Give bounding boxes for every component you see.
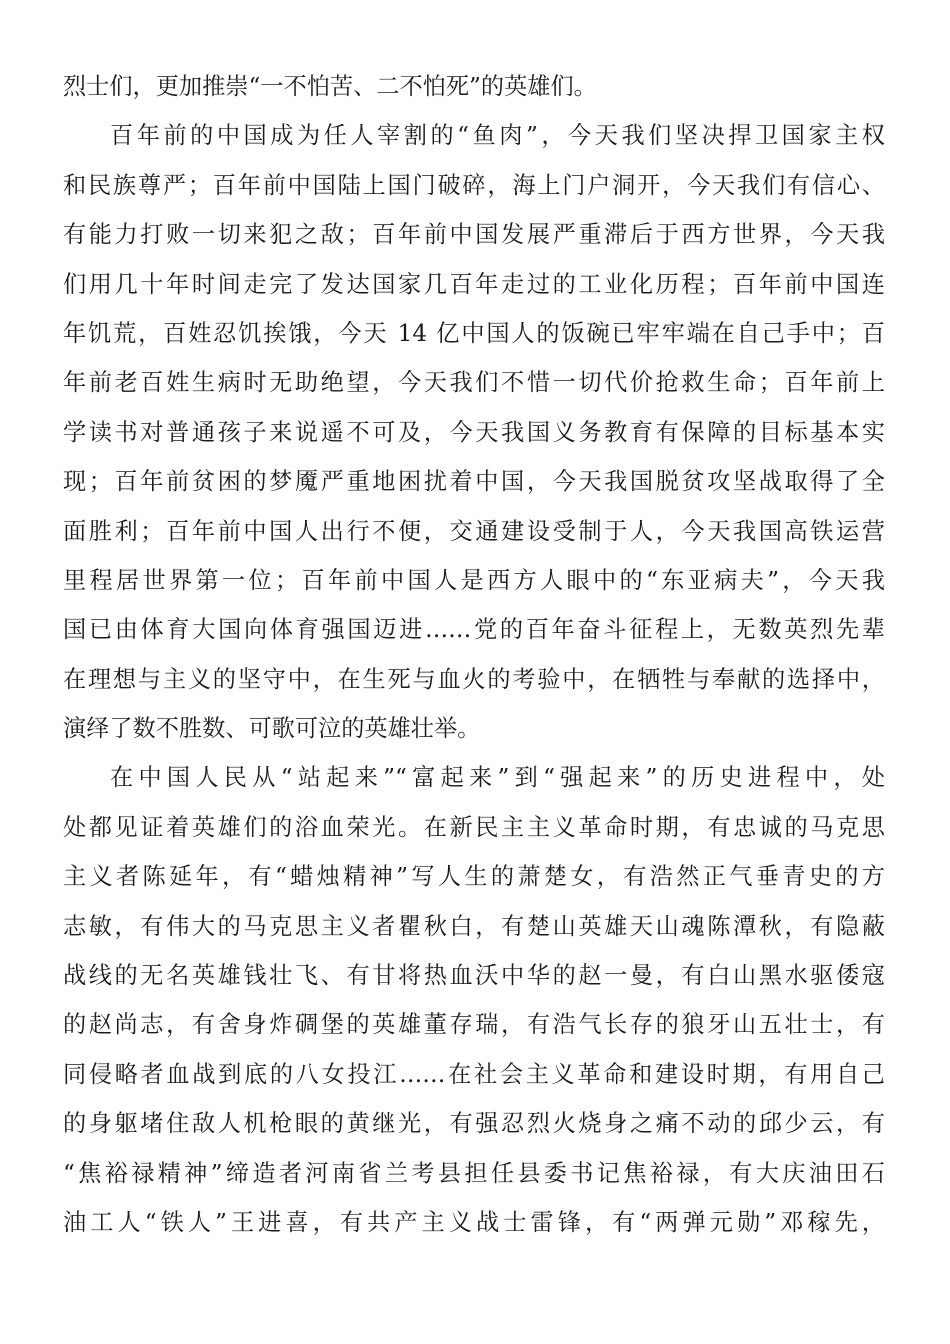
text-line: 在理想与主义的坚守中，在生死与血火的考验中，在牺牲与奉献的选择中， <box>63 665 885 693</box>
text-line: 主义者陈延年，有“蜡烛精神”写人生的萧楚女，有浩然正气垂青史的方 <box>63 863 885 891</box>
text-line: 同侵略者血战到底的八女投江……在社会主义革命和建设时期，有用自己 <box>63 1060 885 1088</box>
text-line: 志敏，有伟大的马克思主义者瞿秋白，有楚山英雄天山魂陈潭秋，有隐蔽 <box>63 912 885 940</box>
text-line: 面胜利；百年前中国人出行不便，交通建设受制于人，今天我国高铁运营 <box>63 517 885 545</box>
text-line: 年前老百姓生病时无助绝望，今天我们不惜一切代价抢救生命；百年前上 <box>63 369 885 397</box>
text-line: 处都见证着英雄们的浴血荣光。在新民主主义革命时期，有忠诚的马克思 <box>63 813 885 841</box>
text-line: 的身躯堵住敌人机枪眼的黄继光，有强忍烈火烧身之痛不动的邱少云，有 <box>63 1110 885 1138</box>
text-line: 年饥荒，百姓忍饥挨饿，今天 14 亿中国人的饭碗已牢牢端在自己手中；百 <box>63 319 885 347</box>
text-line: 的赵尚志，有舍身炸碉堡的英雄董存瑞，有浩气长存的狼牙山五壮士，有 <box>63 1011 885 1039</box>
text-line: 学读书对普通孩子来说遥不可及，今天我国义务教育有保障的目标基本实 <box>63 418 885 446</box>
text-line: 在中国人民从“站起来”“富起来”到“强起来”的历史进程中，处 <box>110 764 885 792</box>
document-page <box>63 0 885 1247</box>
text-line: 战线的无名英雄钱壮飞、有甘将热血沃中华的赵一曼，有白山黑水驱倭寇 <box>63 962 885 990</box>
text-line: 烈士们，更加推崇“一不怕苦、二不怕死”的英雄们。 <box>63 73 597 100</box>
text-line: 有能力打败一切来犯之敌；百年前中国发展严重滞后于西方世界，今天我 <box>63 221 885 249</box>
text-line: 们用几十年时间走完了发达国家几百年走过的工业化历程；百年前中国连 <box>63 270 885 298</box>
text-line: 和民族尊严；百年前中国陆上国门破碎，海上门户洞开，今天我们有信心、 <box>63 171 885 199</box>
text-line: 油工人“铁人”王进喜，有共产主义战士雷锋，有“两弹元勋”邓稼先， <box>63 1208 885 1236</box>
text-line: “焦裕禄精神”缔造者河南省兰考县担任县委书记焦裕禄，有大庆油田石 <box>63 1159 885 1187</box>
paragraph-continuation <box>63 62 885 111</box>
paragraph-heroes <box>63 753 885 1247</box>
text-line: 国已由体育大国向体育强国迈进……党的百年奋斗征程上，无数英烈先辈 <box>63 616 885 644</box>
text-line: 里程居世界第一位；百年前中国人是西方人眼中的“东亚病夫”，今天我 <box>63 566 885 594</box>
paragraph-century-comparison <box>63 111 885 753</box>
text-line: 现；百年前贫困的梦魇严重地困扰着中国，今天我国脱贫攻坚战取得了全 <box>63 468 885 496</box>
text-line: 百年前的中国成为任人宰割的“鱼肉”，今天我们坚决捍卫国家主权 <box>110 122 885 150</box>
text-line: 演绎了数不胜数、可歌可泣的英雄壮举。 <box>63 715 481 743</box>
